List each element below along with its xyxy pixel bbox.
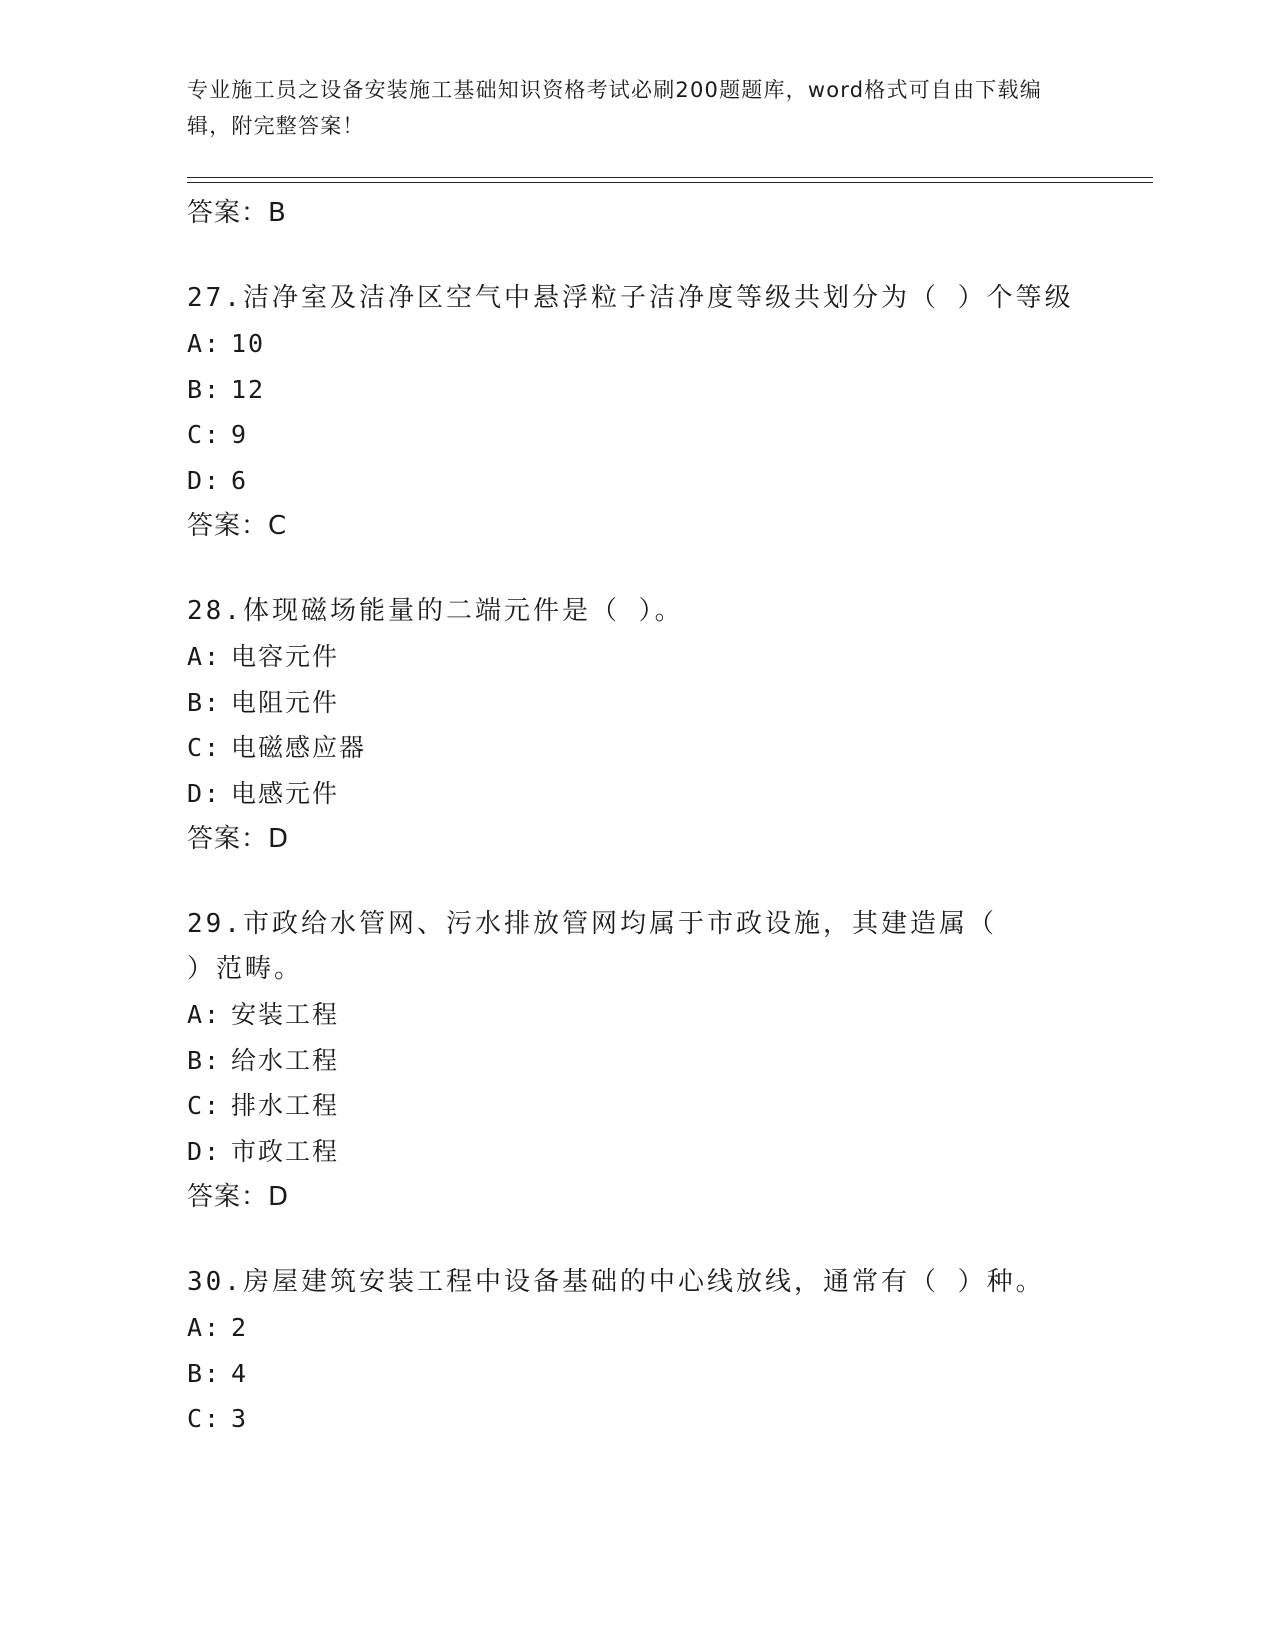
option-text: 电感元件 (231, 778, 340, 808)
option-item (187, 1305, 1087, 1351)
option-item (187, 1396, 1087, 1442)
option-text: 电磁感应器 (231, 733, 367, 762)
question-block (187, 276, 1087, 549)
option-item (187, 412, 1087, 458)
option-letter: A: (187, 329, 222, 358)
option-item (187, 1083, 1087, 1129)
option-letter: A: (187, 642, 222, 671)
option-text: 排水工程 (231, 1091, 340, 1120)
question-list (187, 190, 1087, 1442)
header-rule-bottom (187, 182, 1153, 183)
option-item (187, 367, 1087, 413)
option-text: 9 (231, 420, 249, 449)
option-item (187, 1129, 1087, 1175)
question-block (187, 902, 1087, 1220)
answer-line: 答案：D (187, 1182, 290, 1212)
option-letter: A: (187, 1000, 222, 1029)
option-letter: D: (187, 778, 222, 808)
option-text: 10 (231, 329, 266, 358)
header-rule-top (187, 177, 1153, 178)
option-letter: D: (187, 465, 222, 495)
answer-line: 答案：D (187, 824, 290, 854)
option-item (187, 634, 1087, 680)
option-item (187, 458, 1087, 504)
option-item (187, 771, 1087, 817)
question-block (187, 589, 1087, 862)
option-item (187, 321, 1087, 367)
option-text: 市政工程 (231, 1136, 340, 1166)
question-text: 29.市政给水管网、污水排放管网均属于市政设施，其建造属（ ）范畴。 (187, 909, 997, 984)
option-letter: B: (187, 687, 222, 717)
option-letter: D: (187, 1136, 222, 1166)
option-text: 电阻元件 (231, 687, 340, 717)
question-text: 27.洁净室及洁净区空气中悬浮粒子洁净度等级共划分为（ ）个等级 (187, 283, 1074, 313)
option-text: 电容元件 (231, 642, 340, 671)
option-text: 2 (231, 1313, 249, 1342)
option-text: 安装工程 (231, 1000, 340, 1029)
option-letter: B: (187, 374, 222, 404)
option-item (187, 992, 1087, 1038)
questions-container (187, 276, 1087, 1442)
option-item (187, 680, 1087, 726)
option-letter: A: (187, 1313, 222, 1342)
option-text: 给水工程 (231, 1045, 340, 1075)
option-letter: C: (187, 1404, 222, 1433)
question-text: 30.房屋建筑安装工程中设备基础的中心线放线，通常有（ ）种。 (187, 1267, 1045, 1297)
option-text: 12 (231, 374, 266, 404)
option-letter: B: (187, 1045, 222, 1075)
option-letter: C: (187, 420, 222, 449)
option-text: 3 (231, 1404, 249, 1433)
option-item (187, 1351, 1087, 1397)
option-letter: C: (187, 1091, 222, 1120)
answer-line: 答案：B (187, 198, 287, 228)
question-block (187, 1260, 1087, 1442)
option-letter: C: (187, 733, 222, 762)
option-text: 6 (231, 465, 249, 495)
answer-line: 答案：C (187, 511, 288, 541)
question-text: 28.体现磁场能量的二端元件是（ ）。 (187, 596, 684, 626)
option-item (187, 725, 1087, 771)
option-text: 4 (231, 1358, 249, 1388)
option-letter: B: (187, 1358, 222, 1388)
document-header: 专业施工员之设备安装施工基础知识资格考试必刷200题题库，word格式可自由下载编辑，附完整答案！ (187, 78, 1042, 138)
option-item (187, 1038, 1087, 1084)
